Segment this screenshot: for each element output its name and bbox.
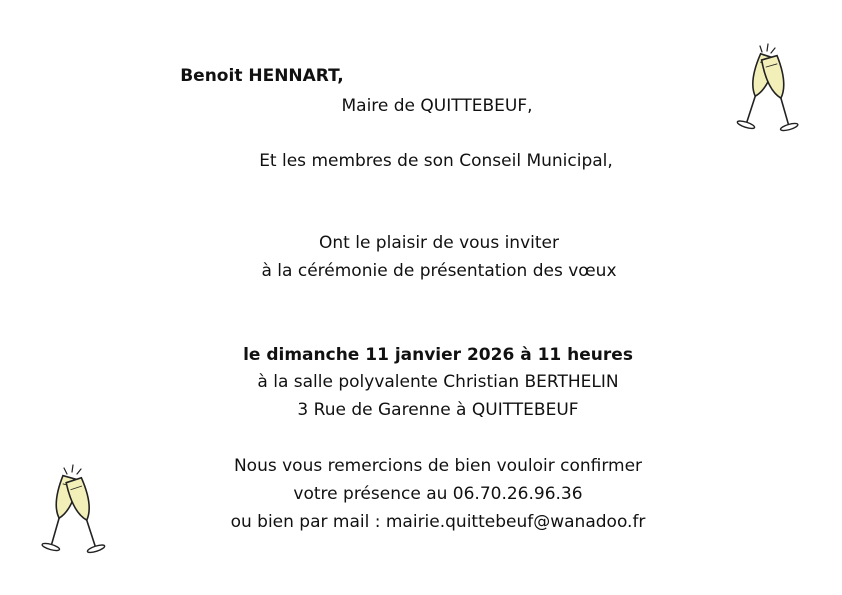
council-line: Et les membres de son Conseil Municipal, [259, 151, 613, 171]
event-address: 3 Rue de Garenne à QUITTEBEUF [297, 400, 579, 420]
host-name: Benoit HENNART, [180, 66, 344, 86]
invite-line-2: à la cérémonie de présentation des vœux [261, 261, 617, 281]
host-title: Maire de QUITTEBEUF, [341, 96, 533, 116]
rsvp-line-2: votre présence au 06.70.26.96.36 [293, 484, 583, 504]
rsvp-line-3: ou bien par mail : mairie.quittebeuf@wanadoo.fr [230, 512, 646, 532]
champagne-toast-icon [724, 40, 810, 142]
invite-line-1: Ont le plaisir de vous inviter [319, 233, 559, 253]
event-date-time: le dimanche 11 janvier 2026 à 11 heures [243, 345, 633, 365]
rsvp-line-1: Nous vous remercions de bien vouloir confirmer [233, 456, 643, 476]
event-venue: à la salle polyvalente Christian BERTHELIN [257, 372, 619, 392]
champagne-toast-icon [30, 462, 116, 564]
